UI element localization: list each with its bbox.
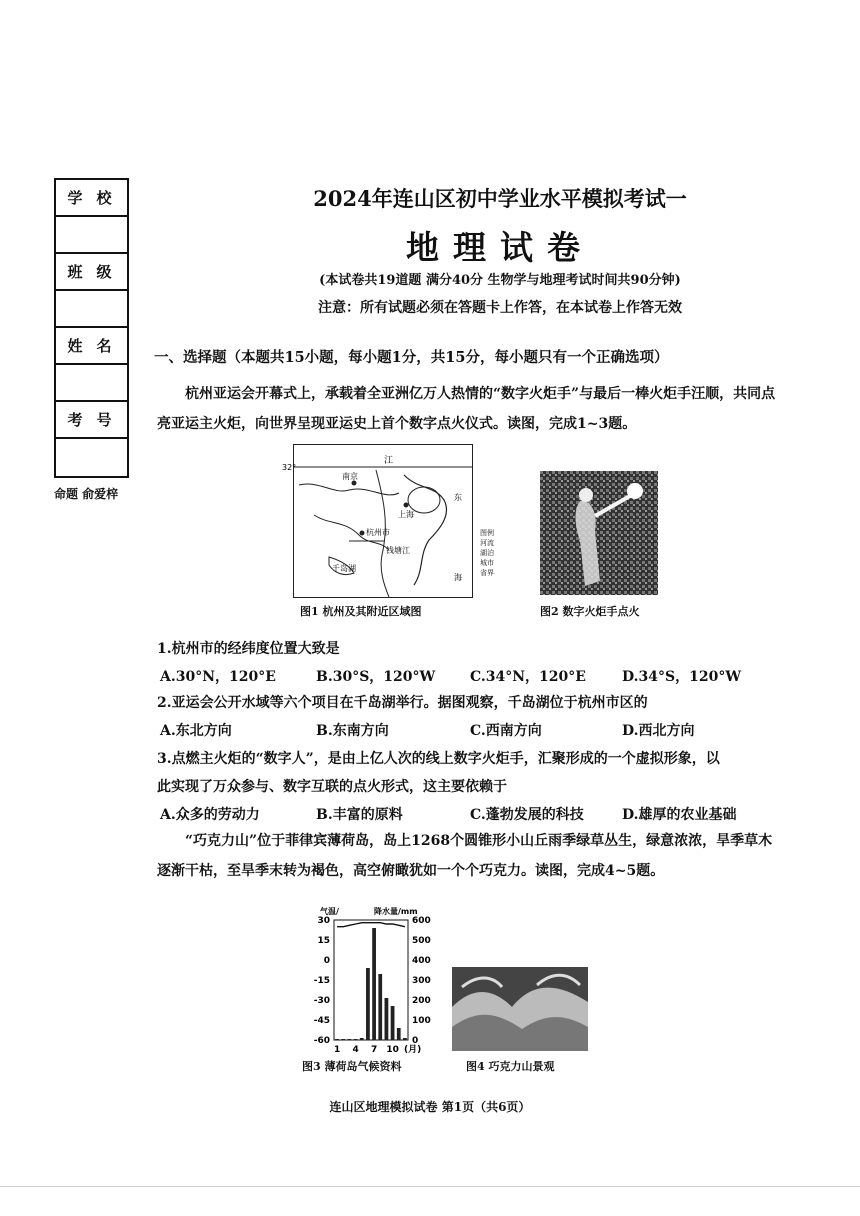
exam-no-label: 考号 (56, 402, 127, 439)
map-drawing (282, 445, 472, 597)
digital-torchbearer-photo (540, 471, 658, 595)
q1-option-a[interactable]: A.30°N，120°E (160, 669, 276, 685)
y-right-tick-label: 500 (412, 936, 431, 946)
school-field[interactable] (56, 217, 127, 254)
question-3-stem-line1: 3.点燃主火炬的“数字人”，是由上亿人次的线上数字火炬手，汇聚形成的一个虚拟形象，以 (157, 751, 720, 767)
chocolate-hills-photo (452, 967, 588, 1051)
y-right-tick-label: 300 (412, 976, 431, 986)
precipitation-bar (385, 998, 389, 1040)
y-left-tick-label: 0 (323, 956, 330, 966)
intro-paragraph-2: “巧克力山”位于菲律宾薄荷岛，岛上1268个圆锥形小山丘雨季绿草丛生，绿意浓浓，旱季草木逐渐干枯，至旱季末转为褐色，高空俯瞰犹如一个个巧克力。读图，完成4~5题。 (157, 833, 773, 879)
y-left-tick-label: 30 (317, 916, 330, 926)
y-left-tick-label: -60 (313, 1036, 330, 1046)
precipitation-bar (403, 1038, 407, 1040)
legend-item: 省界 (480, 569, 494, 577)
section-heading: 一、选择题（本题共15小题，每小题1分，共15分，每小题只有一个正确选项） (154, 349, 669, 366)
name-label: 姓名 (56, 328, 127, 365)
climate-chart (300, 898, 450, 1058)
x-tick-label: 10 (386, 1045, 399, 1055)
precipitation-bar (354, 1039, 358, 1040)
legend-item: 城市 (480, 559, 494, 567)
q1-option-b[interactable]: B.30°S，120°W (316, 669, 436, 685)
precipitation-bar (372, 928, 376, 1040)
photo-hills (452, 967, 588, 1051)
q1-option-d[interactable]: D.34°S，120°W (622, 669, 742, 685)
precipitation-bar (366, 968, 370, 1040)
map-lat-label: 32° (282, 463, 297, 472)
y-right-tick-label: 0 (412, 1036, 419, 1046)
q3-option-c[interactable]: C.蓬勃发展的科技 (470, 807, 584, 823)
exam-title: 2024年连山区初中学业水平模拟考试一 (313, 186, 687, 211)
name-field[interactable] (56, 365, 127, 402)
page-footer: 连山区地理模拟试卷 第1页（共6页） (329, 1100, 531, 1114)
map-label-hangzhou: 杭州市 (366, 528, 390, 537)
legend-item: 湖泊 (480, 549, 494, 557)
map-label-jiang: 江 (384, 456, 394, 466)
y-right-tick-label: 200 (412, 996, 431, 1006)
temperature-line (337, 923, 405, 927)
q3-option-b[interactable]: B.丰富的原料 (316, 807, 403, 823)
y-right-tick-label: 400 (412, 956, 431, 966)
figure4-caption: 图4 巧克力山景观 (466, 1060, 555, 1073)
exam-no-field[interactable] (56, 439, 127, 474)
subject-title: 地理试卷 (406, 228, 594, 267)
intro-paragraph-1: 杭州亚运会开幕式上，承载着全亚洲亿万人热情的“数字火炬手”与最后一棒火炬手汪顺，共同点亮亚运主火炬，向世界呈现亚运史上首个数字点火仪式。读图，完成1~3题。 (157, 386, 776, 432)
map-label-hai: 海 (454, 573, 462, 582)
proposer-text: 命题 俞爱梓 (54, 487, 119, 501)
q2-option-b[interactable]: B.东南方向 (316, 723, 389, 739)
exam-info: (本试卷共19道题 满分40分 生物学与地理考试时间共90分钟) (319, 273, 681, 288)
y-left-tick-label: -15 (313, 976, 330, 986)
question-1-stem: 1.杭州市的经纬度位置大致是 (157, 641, 340, 657)
x-axis-label: (月) (404, 1045, 422, 1055)
y-right-axis-label: 降水量/mm (374, 907, 418, 916)
x-tick-label: 4 (352, 1045, 359, 1055)
y-left-tick-label: -30 (313, 996, 330, 1006)
figure3-caption: 图3 薄荷岛气候资料 (302, 1060, 402, 1073)
legend-title: 图例 (480, 529, 494, 537)
y-right-tick-label: 100 (412, 1016, 431, 1026)
y-right-tick-label: 600 (412, 916, 431, 926)
precipitation-bar (391, 1006, 395, 1040)
question-3-stem-line2: 此实现了万众参与、数字互联的点火形式，这主要依赖于 (157, 779, 507, 795)
legend-item: 河流 (480, 539, 494, 547)
map-label-nanjing: 南京 (342, 472, 358, 481)
map-label-shanghai: 上海 (398, 510, 414, 519)
photo-torch (540, 471, 658, 595)
q2-option-d[interactable]: D.西北方向 (622, 723, 695, 739)
exam-note: 注意：所有试题必须在答题卡上作答，在本试卷上作答无效 (318, 300, 682, 316)
y-left-tick-label: -45 (313, 1016, 330, 1026)
q1-option-c[interactable]: C.34°N，120°E (470, 669, 586, 685)
q3-option-a[interactable]: A.众多的劳动力 (160, 807, 260, 823)
bottom-divider (0, 1186, 860, 1187)
precipitation-bar (341, 1039, 345, 1040)
map-label-qiantang: 钱塘江 (386, 546, 410, 555)
y-left-axis-label: 气温/ (320, 907, 339, 916)
y-left-tick-label: 15 (317, 936, 330, 946)
figure1-caption: 图1 杭州及其附近区域图 (300, 605, 422, 618)
precipitation-bar (360, 1038, 364, 1040)
x-tick-label: 7 (370, 1045, 378, 1055)
figure2-caption: 图2 数字火炬手点火 (540, 605, 640, 618)
hangzhou-map (282, 444, 473, 598)
precipitation-bar (397, 1028, 401, 1040)
q2-option-c[interactable]: C.西南方向 (470, 723, 542, 739)
climate-chart-svg (300, 898, 450, 1058)
q3-option-d[interactable]: D.雄厚的农业基础 (622, 807, 737, 823)
school-label: 学校 (56, 180, 127, 217)
class-field[interactable] (56, 291, 127, 328)
class-label: 班级 (56, 254, 127, 291)
precipitation-bar (378, 974, 382, 1040)
precipitation-bar (348, 1039, 352, 1040)
q2-option-a[interactable]: A.东北方向 (160, 723, 232, 739)
student-info-box (54, 178, 129, 478)
plot-frame (334, 920, 408, 1040)
map-legend (480, 528, 494, 578)
precipitation-bar (335, 1039, 339, 1040)
question-2-stem: 2.亚运会公开水域等六个项目在千岛湖举行。据图观察，千岛湖位于杭州市区的 (157, 695, 648, 711)
map-label-dong: 东 (454, 493, 462, 502)
map-label-qiandao: 千岛湖 (332, 564, 356, 573)
x-tick-label: 1 (333, 1045, 341, 1055)
